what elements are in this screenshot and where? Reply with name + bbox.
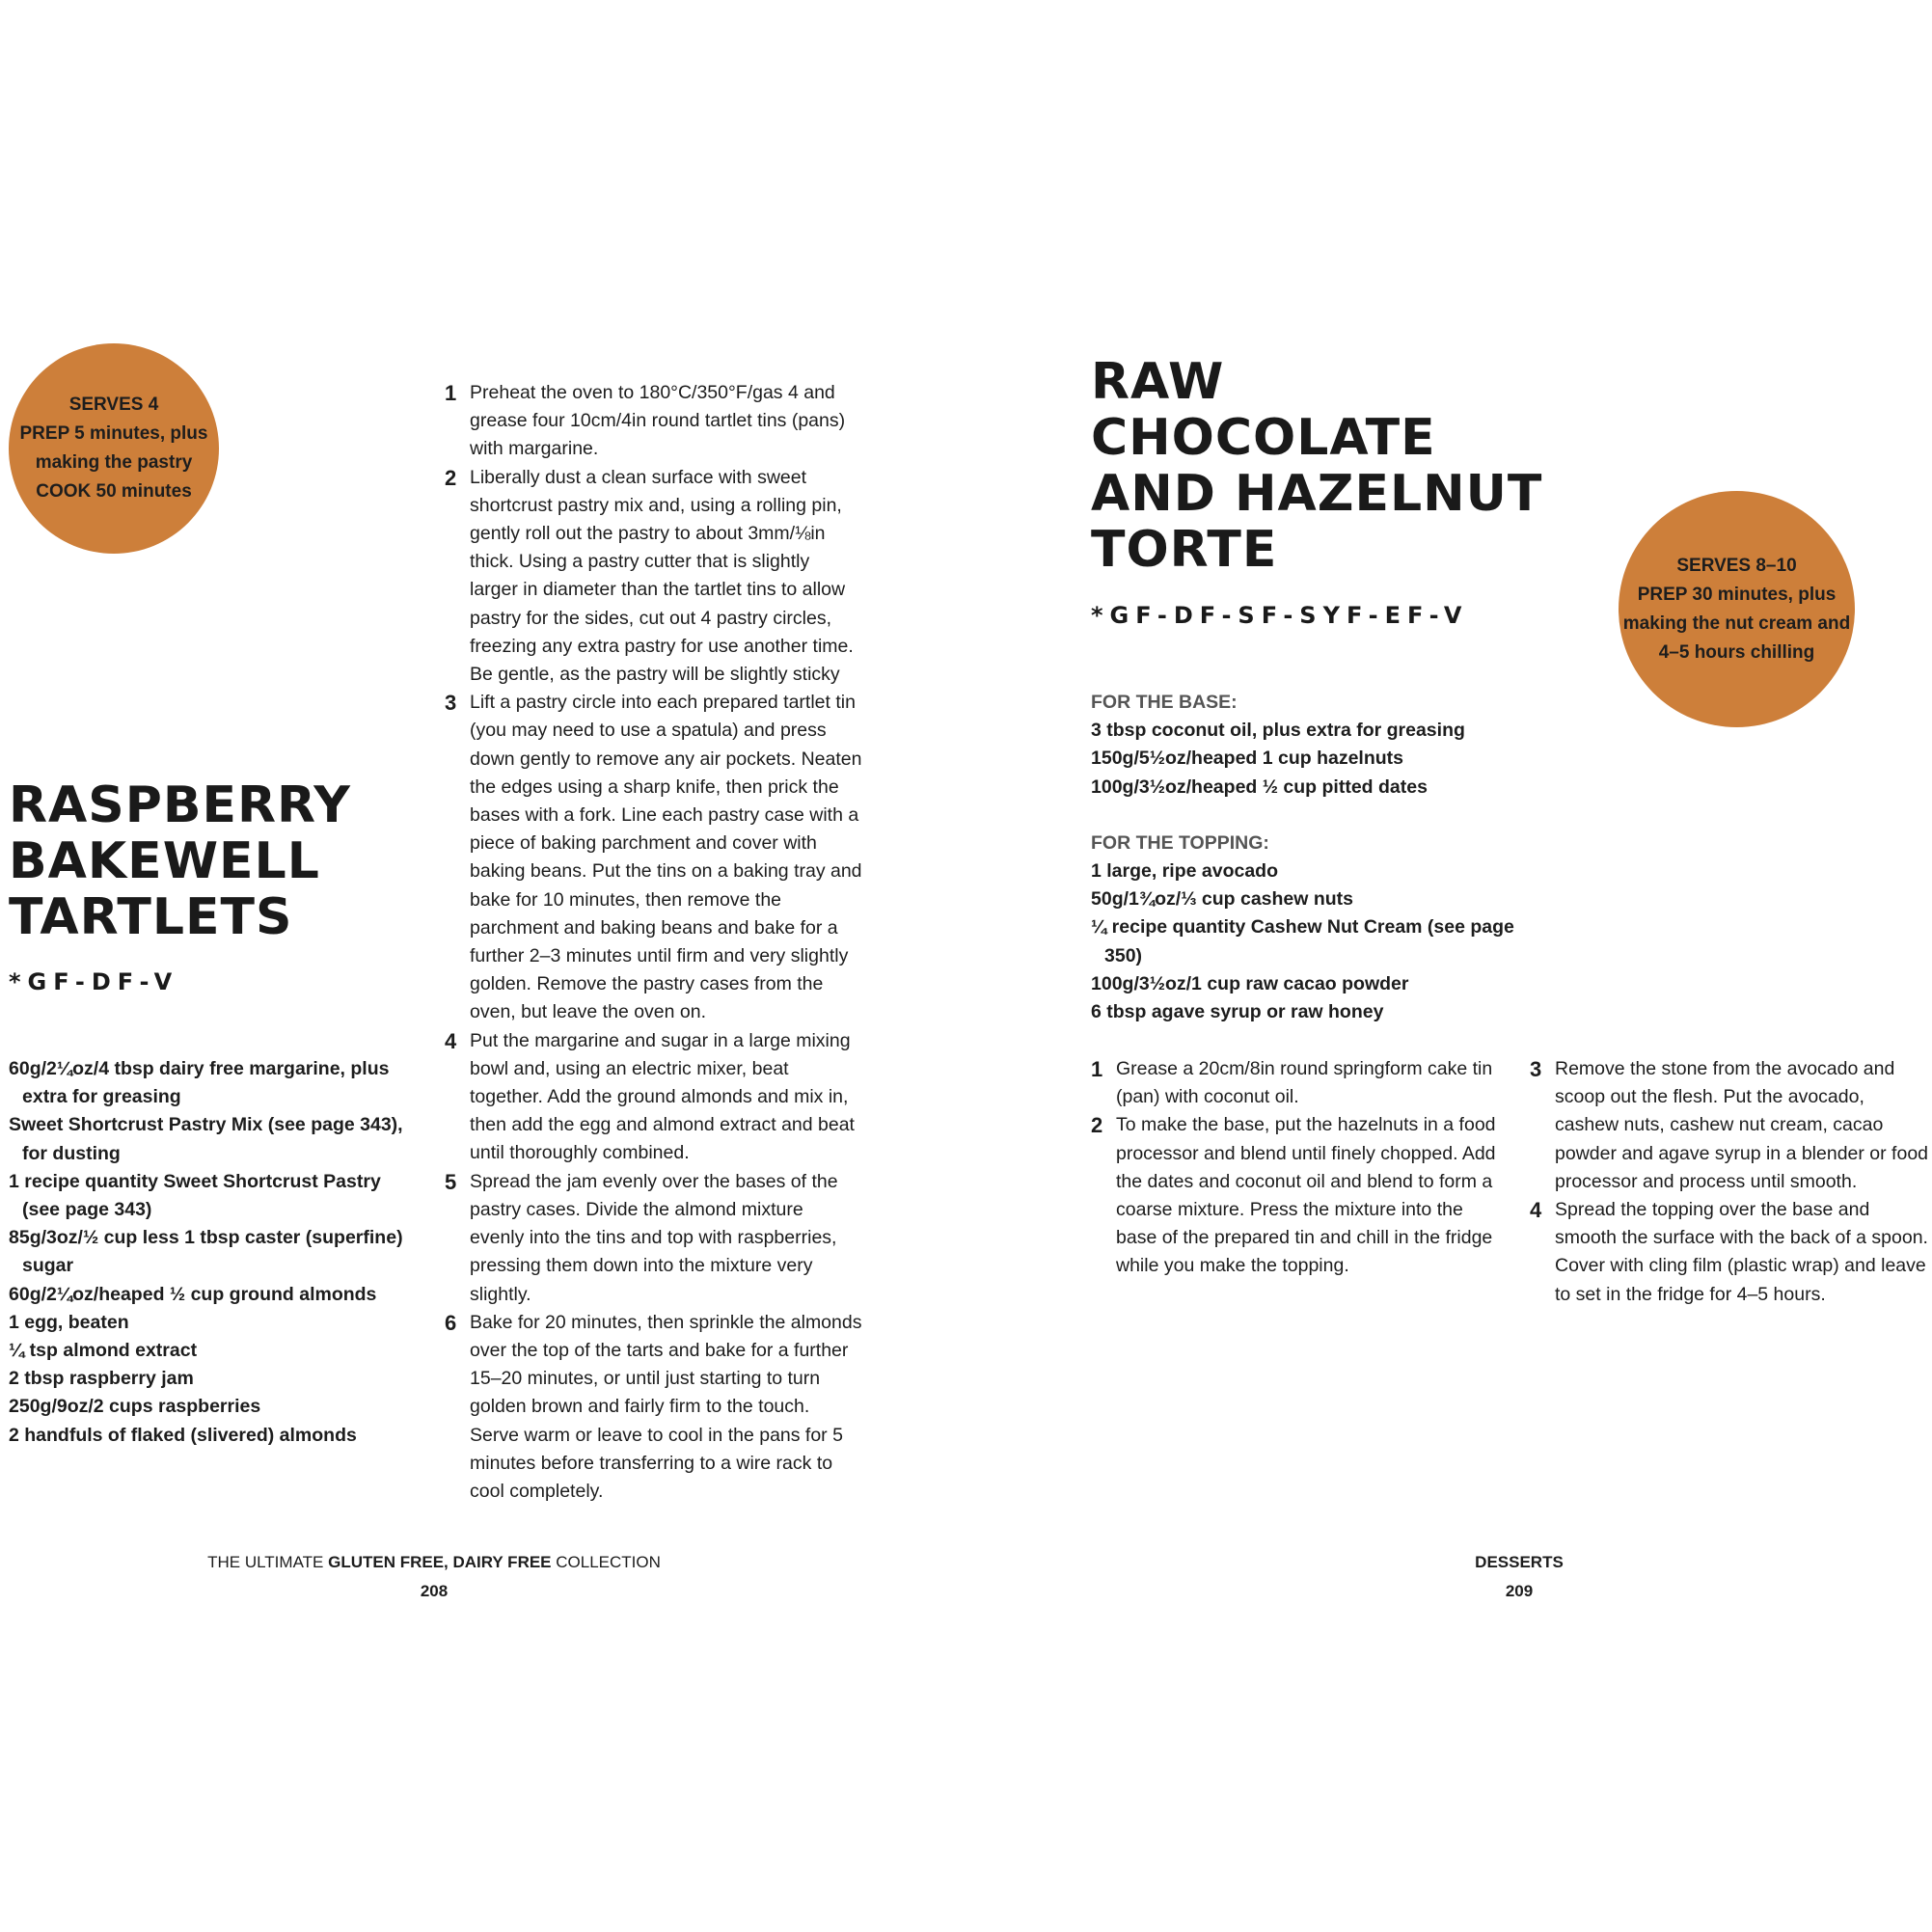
- step-number: 4: [1530, 1198, 1542, 1223]
- step-text: Preheat the oven to 180°C/350°F/gas 4 and grease four 10cm/4in round tartlet tins (pans) with margarine.: [470, 382, 846, 460]
- cook-text: COOK 50 minutes: [36, 481, 192, 502]
- spacer: [1091, 802, 1515, 830]
- page-number: 208: [420, 1582, 449, 1600]
- title-line: BAKEWELL: [9, 832, 320, 890]
- step-number: 4: [445, 1028, 457, 1053]
- book-title-post: COLLECTION: [551, 1553, 661, 1571]
- prep-text: PREP 5 minutes, plus: [19, 423, 208, 444]
- method-step: [445, 1168, 862, 1309]
- recipe-title-left: [9, 777, 351, 945]
- method-step: [1091, 1055, 1506, 1111]
- recipe-title-right: [1091, 354, 1542, 578]
- step-number: 5: [445, 1169, 457, 1194]
- step-number: 6: [445, 1310, 457, 1335]
- serves-badge-right: [1619, 491, 1855, 727]
- method-steps-left: [445, 379, 862, 1506]
- book-title-bold: GLUTEN FREE, DAIRY FREE: [328, 1553, 552, 1571]
- ingredient-item: 1 egg, beaten: [9, 1311, 129, 1333]
- prep-text-2: making the nut cream and: [1622, 612, 1851, 634]
- ingredient-item: 100g/3½oz/heaped ½ cup pitted dates: [1091, 776, 1428, 798]
- ingredient-item: 100g/3½oz/1 cup raw cacao powder: [1091, 972, 1409, 994]
- section-label: DESSERTS: [1475, 1553, 1564, 1571]
- ingredient-item: 2 tbsp raspberry jam: [9, 1368, 194, 1390]
- page-number: 209: [1505, 1582, 1534, 1600]
- ingredient-item: 50g/1¾oz/⅓ cup cashew nuts: [1091, 888, 1354, 911]
- step-number: 2: [445, 465, 457, 490]
- method-step: [445, 1309, 862, 1506]
- method-step: [445, 379, 862, 464]
- ingredient-item: 6 tbsp agave syrup or raw honey: [1091, 1001, 1384, 1023]
- title-line: TORTE: [1091, 521, 1278, 579]
- ingredient-item: 60g/2¼oz/4 tbsp dairy free margarine, plus extra for greasing: [9, 1058, 390, 1108]
- title-line: AND HAZELNUT: [1091, 465, 1543, 523]
- serves-badge-left: [9, 343, 219, 554]
- ingredient-item: 1 recipe quantity Sweet Shortcrust Pastry (see page 343): [9, 1170, 381, 1221]
- book-title: [174, 1548, 694, 1577]
- step-text: Remove the stone from the avocado and scoop out the flesh. Put the avocado, cashew nuts, cashew nut cream, cacao powder and agave syrup in a blender or food processor and process until smooth.: [1555, 1058, 1929, 1192]
- step-text: To make the base, put the hazelnuts in a food processor and blend until finely chopped. Add the dates and coconut oil and blend to form a coarse mixture. Press the mixture into the base of the prepared tin and chill in the fridge while you make the topping.: [1116, 1114, 1496, 1277]
- method-step: [1530, 1055, 1930, 1196]
- title-line: RASPBERRY: [9, 776, 351, 834]
- prep-text-3: 4–5 hours chilling: [1658, 641, 1815, 663]
- ingredients-list-left: [9, 1055, 414, 1450]
- step-text: Spread the topping over the base and smooth the surface with the back of a spoon. Cover with cling film (plastic wrap) and leave to set in the fridge for 4–5 hours.: [1555, 1199, 1928, 1305]
- ingredient-item: Sweet Shortcrust Pastry Mix (see page 343), for dusting: [9, 1114, 403, 1164]
- prep-text: PREP 30 minutes, plus: [1637, 584, 1837, 605]
- ingredient-item: 250g/9oz/2 cups raspberries: [9, 1396, 261, 1418]
- method-step: [1530, 1196, 1930, 1309]
- step-text: Lift a pastry circle into each prepared tartlet tin (you may need to use a spatula) and press down gently to remove any air pockets. Neaten the edges using a sharp knife, then prick the bases with a fork. Line each pastry case with a piece of baking parchment and cover with baking beans. Put the tins on a baking tray and bake for 10 minutes, then remove the parchment and baking beans and bake for a further 2–3 minutes until firm and very slightly golden. Remove the pastry cases from the oven, but leave the oven on.: [470, 692, 862, 1023]
- footer-right: [1423, 1548, 1616, 1606]
- step-text: Bake for 20 minutes, then sprinkle the almonds over the top of the tarts and bake for a further 15–20 minutes, or until just starting to turn golden brown and fairly firm to the touch. Serve warm or leave to cool in the pans for 5 minutes before transferring to a wire rack to cool completely.: [470, 1311, 862, 1502]
- step-text: Put the margarine and sugar in a large mixing bowl and, using an electric mixer, beat together. Add the ground almonds and mix in, then add the egg and almond extract and beat until thoroughly combined.: [470, 1029, 855, 1164]
- method-steps-right-a: [1091, 1055, 1506, 1281]
- ingredient-item: ¼ recipe quantity Cashew Nut Cream (see page 350): [1091, 916, 1514, 966]
- ingredient-item: ¼ tsp almond extract: [9, 1340, 198, 1362]
- ingredient-item: 60g/2¼oz/heaped ½ cup ground almonds: [9, 1283, 377, 1305]
- method-step: [445, 464, 862, 690]
- book-title-pre: THE ULTIMATE: [207, 1553, 329, 1571]
- title-line: RAW: [1091, 353, 1225, 411]
- base-heading: FOR THE BASE:: [1091, 692, 1238, 713]
- footer-left: [174, 1548, 694, 1606]
- method-step: [1091, 1111, 1506, 1280]
- method-step: [445, 689, 862, 1026]
- method-step: [445, 1027, 862, 1168]
- ingredient-item: 2 handfuls of flaked (slivered) almonds: [9, 1424, 357, 1446]
- ingredients-list-right: [1091, 689, 1515, 1026]
- serves-text: SERVES 4: [68, 395, 159, 415]
- ingredient-item: 3 tbsp coconut oil, plus extra for greasing: [1091, 720, 1465, 742]
- serves-text: SERVES 8–10: [1676, 555, 1797, 576]
- ingredient-item: 1 large, ripe avocado: [1091, 860, 1279, 883]
- title-line: TARTLETS: [9, 888, 293, 946]
- step-number: 1: [1091, 1057, 1103, 1081]
- step-text: Spread the jam evenly over the bases of the pastry cases. Divide the almond mixture evenly into the tins and top with raspberries, pressing them down into the mixture very slightly.: [470, 1170, 838, 1305]
- step-number: 3: [1530, 1057, 1542, 1081]
- step-number: 3: [445, 691, 457, 716]
- method-steps-right-b: [1530, 1055, 1930, 1309]
- step-text: Liberally dust a clean surface with sweet shortcrust pastry mix and, using a rolling pin, gently roll out the pastry to about 3mm/⅛in thick. Using a pastry cutter that is slightly larger in diameter than the tartlet tins to allow pastry for the sides, cut out 4 pastry circles, freezing any extra pastry for use another time. Be gentle, as the pastry will be slightly sticky: [470, 466, 854, 686]
- prep-text-2: making the pastry: [35, 452, 193, 473]
- step-number: 2: [1091, 1113, 1103, 1138]
- step-number: 1: [445, 381, 457, 405]
- ingredient-item: 85g/3oz/½ cup less 1 tbsp caster (superfine) sugar: [9, 1227, 403, 1277]
- ingredient-item: 150g/5½oz/heaped 1 cup hazelnuts: [1091, 748, 1404, 770]
- diet-tags-left: *GF-DF-V: [9, 968, 179, 995]
- title-line: CHOCOLATE: [1091, 409, 1436, 467]
- diet-tags-right: *GF-DF-SF-SYF-EF-V: [1091, 602, 1469, 629]
- topping-heading: FOR THE TOPPING:: [1091, 831, 1269, 854]
- step-text: Grease a 20cm/8in round springform cake tin (pan) with coconut oil.: [1116, 1058, 1493, 1108]
